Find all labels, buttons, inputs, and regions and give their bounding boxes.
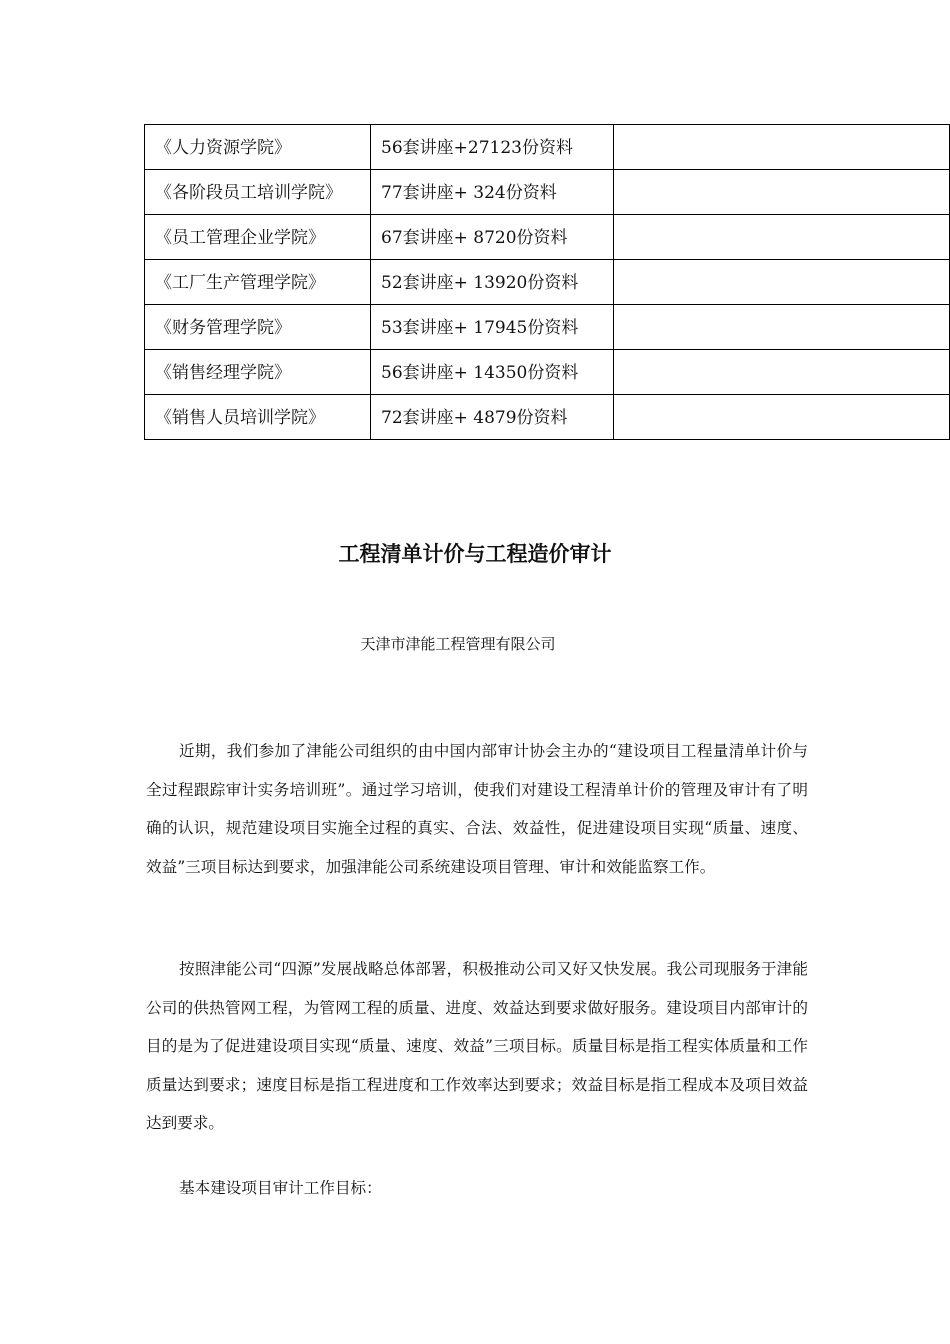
resource-count-cell: 77套讲座+ 324份资料	[371, 170, 614, 215]
note-cell	[614, 305, 950, 350]
note-cell	[614, 170, 950, 215]
table-row	[145, 215, 950, 260]
body-paragraph: 基本建设项目审计工作目标：	[179, 1179, 382, 1197]
college-name-cell: 《销售人员培训学院》	[145, 395, 371, 440]
note-cell	[614, 395, 950, 440]
body-paragraph: 近期，我们参加了津能公司组织的由中国内部审计协会主办的“建设项目工程量清单计价与全过程跟踪审计实务培训班”。通过学习培训，使我们对建设工程清单计价的管理及审计有了明确的认识，规范建设项目实施全过程的真实、合法、效益性，促进建设项目实现“质量、速度、效益”三项目标达到要求，加强津能公司系统建设项目管理、审计和效能监察工作。	[146, 742, 808, 876]
note-cell	[614, 125, 950, 170]
note-cell	[614, 350, 950, 395]
table-row	[145, 125, 950, 170]
college-name-cell: 《各阶段员工培训学院》	[145, 170, 371, 215]
note-cell	[614, 260, 950, 305]
resource-table	[144, 124, 950, 440]
table-row	[145, 395, 950, 440]
resource-count-cell: 72套讲座+ 4879份资料	[371, 395, 614, 440]
college-name-cell: 《财务管理学院》	[145, 305, 371, 350]
resource-count-cell: 56套讲座+27123份资料	[371, 125, 614, 170]
note-cell	[614, 215, 950, 260]
document-title: 工程清单计价与工程造价审计	[338, 542, 612, 566]
company-name: 天津市津能工程管理有限公司	[360, 635, 556, 653]
table-row	[145, 260, 950, 305]
college-name-cell: 《工厂生产管理学院》	[145, 260, 371, 305]
resource-count-cell: 67套讲座+ 8720份资料	[371, 215, 614, 260]
table-row	[145, 305, 950, 350]
college-name-cell: 《员工管理企业学院》	[145, 215, 371, 260]
table-row	[145, 350, 950, 395]
table-row	[145, 170, 950, 215]
body-paragraph: 按照津能公司“四源”发展战略总体部署，积极推动公司又好又快发展。我公司现服务于津能公司的供热管网工程，为管网工程的质量、进度、效益达到要求做好服务。建设项目内部审计的目的是为了促进建设项目实现“质量、速度、效益”三项目标。质量目标是指工程实体质量和工作质量达到要求；速度目标是指工程进度和工作效率达到要求；效益目标是指工程成本及项目效益达到要求。	[146, 960, 808, 1132]
resource-count-cell: 56套讲座+ 14350份资料	[371, 350, 614, 395]
resource-count-cell: 52套讲座+ 13920份资料	[371, 260, 614, 305]
college-name-cell: 《人力资源学院》	[145, 125, 371, 170]
resource-count-cell: 53套讲座+ 17945份资料	[371, 305, 614, 350]
college-name-cell: 《销售经理学院》	[145, 350, 371, 395]
